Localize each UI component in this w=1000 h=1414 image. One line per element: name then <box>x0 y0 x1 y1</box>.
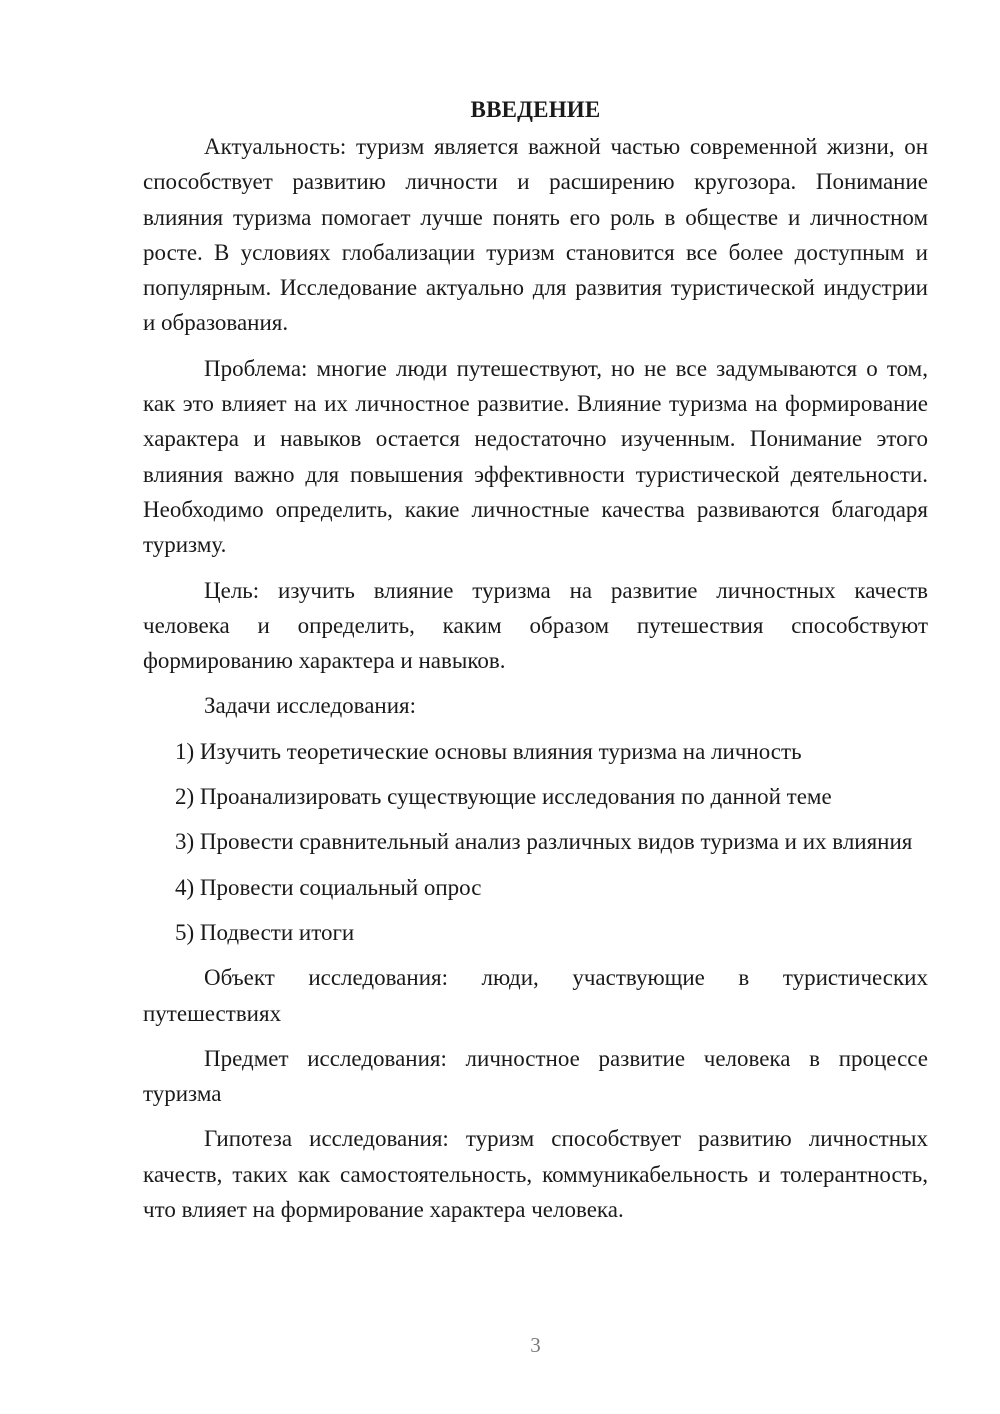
problem-paragraph: Проблема: многие люди путешествуют, но не все задумываются о том, как это влияет на их личностное развитие. Влияние туризма на формирование характера и навыков остается недостаточно изученным. Понимание этого влияния важно для повышения эффективности туристической деятельности. Необходимо определить, какие личностные качества развиваются благодаря туризму. <box>143 355 928 558</box>
task-item-4: 4) Провести социальный опрос <box>175 874 482 900</box>
goal-paragraph: Цель: изучить влияние туризма на развитие личностных качеств человека и определить, каким образом путешествия способствуют формированию характера и навыков. <box>143 577 928 674</box>
task-item-1: 1) Изучить теоретические основы влияния туризма на личность <box>175 738 802 764</box>
hypothesis-paragraph: Гипотеза исследования: туризм способствует развитию личностных качеств, таких как самостоятельность, коммуникабельность и толерантность, что влияет на формирование характера человека. <box>143 1126 928 1223</box>
document-page <box>143 92 928 1237</box>
task-item-2: 2) Проанализировать существующие исследования по данной теме <box>175 784 832 810</box>
subject-paragraph: Предмет исследования: личностное развитие человека в процессе туризма <box>143 1045 928 1107</box>
tasks-heading: Задачи исследования: <box>204 693 417 719</box>
relevance-paragraph: Актуальность: туризм является важной частью современной жизни, он способствует развитию личности и расширению кругозора. Понимание влияния туризма помогает лучше понять его роль в обществе и личностном росте. В условиях глобализации туризм становится все более доступным и популярным. Исследование актуально для развития туристической индустрии и образования. <box>143 134 928 336</box>
page-title: ВВЕДЕНИЕ <box>470 97 601 122</box>
task-item-5: 5) Подвести итоги <box>175 919 355 945</box>
object-paragraph: Объект исследования: люди, участвующие в туристических путешествиях <box>143 965 928 1026</box>
page-number: 3 <box>530 1333 541 1357</box>
task-item-3: 3) Провести сравнительный анализ различных видов туризма и их влияния <box>175 829 913 855</box>
